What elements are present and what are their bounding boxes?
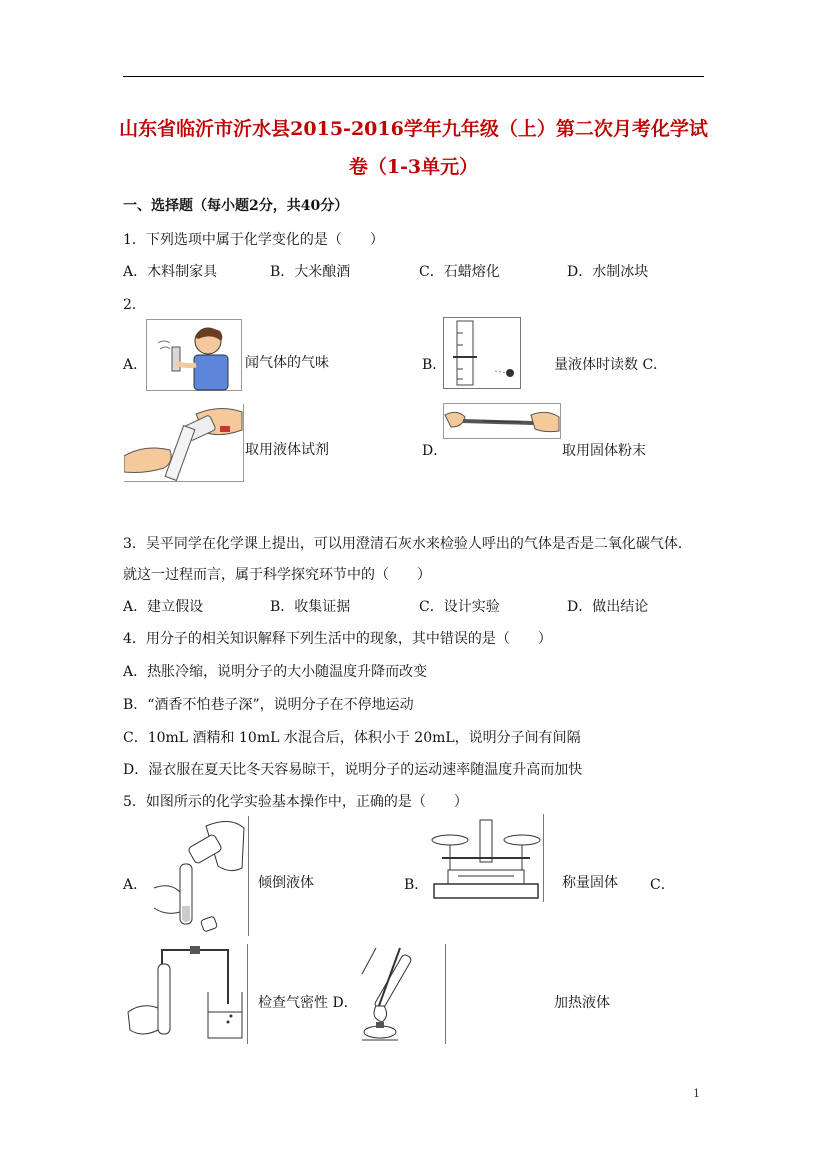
q5-option-a-text: 倾倒液体 [258,875,314,891]
balance-scale-figure [428,814,544,902]
q4-option-a: A．热胀冷缩，说明分子的大小随温度升降而改变 [123,664,428,680]
pour-liquid-figure [146,816,250,936]
page-title-line1: 山东省临沂市沂水县2015-2016学年九年级（上）第二次月考化学试 [119,118,708,140]
section-heading: 一、选择题（每小题2分，共40分） [123,198,349,214]
q3-option-c: C．设计实验 [419,599,500,615]
q5-option-c-text: 检查气密性 D． [258,995,358,1011]
q2-option-a-text: 闻气体的气味 [245,355,329,371]
smell-gas-figure [146,319,242,391]
q4-option-c: C．10mL 酒精和 10mL 水混合后，体积小于 20mL，说明分子间有间隔 [123,730,581,746]
q5-stem: 5．如图所示的化学实验基本操作中，正确的是（ ） [123,794,468,810]
q2-stem: 2． [123,297,146,313]
q3-stem-line2: 就这一过程而言，属于科学探究环节中的（ ） [123,567,431,583]
q2-option-d-letter: D． [422,443,448,459]
q5-option-b-text: 称量固体 [562,875,618,891]
q3-option-a: A．建立假设 [123,599,204,615]
take-liquid-figure [124,404,244,482]
page-number: 1 [693,1087,700,1100]
q2-option-a-letter: A． [123,357,148,373]
q1-option-a: A．木料制家具 [123,264,218,280]
q1-stem: 1．下列选项中属于化学变化的是（ ） [123,232,384,248]
q3-option-d: D．做出结论 [567,599,649,615]
q5-option-b-letter: B． [404,877,429,893]
q2-option-d-text: 取用固体粉末 [562,443,646,459]
read-cylinder-figure [443,317,521,389]
q2-option-c-text: 取用液体试剂 [245,442,329,458]
heat-liquid-figure [354,944,446,1044]
q5-option-c-letter: C． [650,877,675,893]
airtightness-check-figure [124,944,248,1044]
q2-option-b-text: 量液体时读数 C． [554,357,668,373]
q4-option-d: D．湿衣服在夏天比冬天容易晾干，说明分子的运动速率随温度升高而加快 [123,762,583,778]
page-title-line2: 卷（1-3单元） [348,156,479,178]
header-rule [123,76,704,77]
q1-option-c: C．石蜡熔化 [419,264,500,280]
take-powder-figure [443,403,561,439]
q4-option-b: B．“酒香不怕巷子深”，说明分子在不停地运动 [123,697,414,713]
q2-option-b-letter: B． [422,357,447,373]
q5-option-a-letter: A． [123,877,148,893]
q3-option-b: B．收集证据 [270,599,351,615]
q1-option-d: D．水制冰块 [567,264,649,280]
q4-stem: 4．用分子的相关知识解释下列生活中的现象，其中错误的是（ ） [123,631,552,647]
q3-stem-line1: 3．吴平同学在化学课上提出，可以用澄清石灰水来检验人呼出的气体是否是二氧化碳气体． [123,536,692,552]
q1-option-b: B．大米酿酒 [270,264,351,280]
q5-option-d-text: 加热液体 [554,995,610,1011]
